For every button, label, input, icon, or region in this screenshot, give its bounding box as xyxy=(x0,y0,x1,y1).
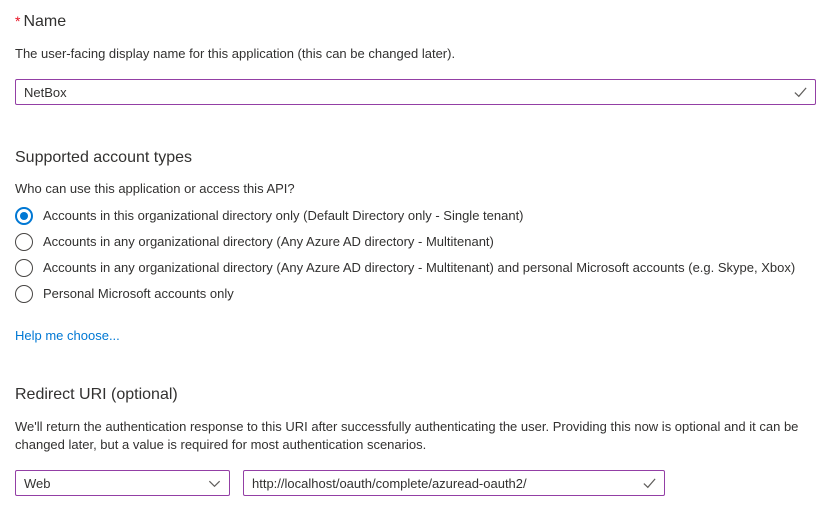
redirect-uri-row xyxy=(15,470,816,496)
radio-icon[interactable] xyxy=(15,207,33,225)
platform-select-value: Web xyxy=(24,475,51,491)
radio-option-multitenant-personal[interactable] xyxy=(15,259,816,277)
redirect-uri-section xyxy=(15,385,816,496)
help-me-choose-link[interactable]: Help me choose... xyxy=(15,328,120,343)
redirect-uri-input-wrap xyxy=(243,470,665,496)
name-section xyxy=(15,11,816,105)
name-section-title-text: Name xyxy=(23,13,67,30)
account-types-question: Who can use this application or access this API? xyxy=(15,181,295,196)
radio-option-personal-only[interactable] xyxy=(15,285,816,303)
radio-option-single-tenant[interactable] xyxy=(15,207,816,225)
required-asterisk: * xyxy=(15,13,21,29)
radio-icon[interactable] xyxy=(15,233,33,251)
radio-icon[interactable] xyxy=(15,259,33,277)
redirect-uri-input[interactable] xyxy=(243,470,665,496)
account-types-title: Supported account types xyxy=(15,149,193,166)
radio-option-label[interactable]: Personal Microsoft accounts only xyxy=(43,286,234,301)
name-section-title xyxy=(15,11,816,32)
account-types-radio-group xyxy=(15,207,816,303)
name-input[interactable] xyxy=(15,79,816,105)
name-description: The user-facing display name for this application (this can be changed later). xyxy=(15,46,456,61)
radio-option-label[interactable]: Accounts in this organizational directory only (Default Directory only - Single tenant) xyxy=(43,208,524,223)
radio-option-label[interactable]: Accounts in any organizational directory (Any Azure AD directory - Multitenant) xyxy=(43,234,494,249)
chevron-down-icon xyxy=(207,476,222,491)
radio-option-label[interactable]: Accounts in any organizational directory (Any Azure AD directory - Multitenant) and personal Microsoft accounts (e.g. Skype, Xbox) xyxy=(43,260,796,275)
account-types-section xyxy=(15,148,816,345)
name-input-wrap xyxy=(15,79,816,105)
redirect-uri-title: Redirect URI (optional) xyxy=(15,386,178,403)
radio-option-multitenant[interactable] xyxy=(15,233,816,251)
platform-select[interactable] xyxy=(15,470,230,496)
redirect-uri-description: We'll return the authentication response to this URI after successfully authenticating the user. Providing this now is optional and it can be changed later, but a value is required for most authentication scenarios. xyxy=(15,419,799,452)
radio-icon[interactable] xyxy=(15,285,33,303)
